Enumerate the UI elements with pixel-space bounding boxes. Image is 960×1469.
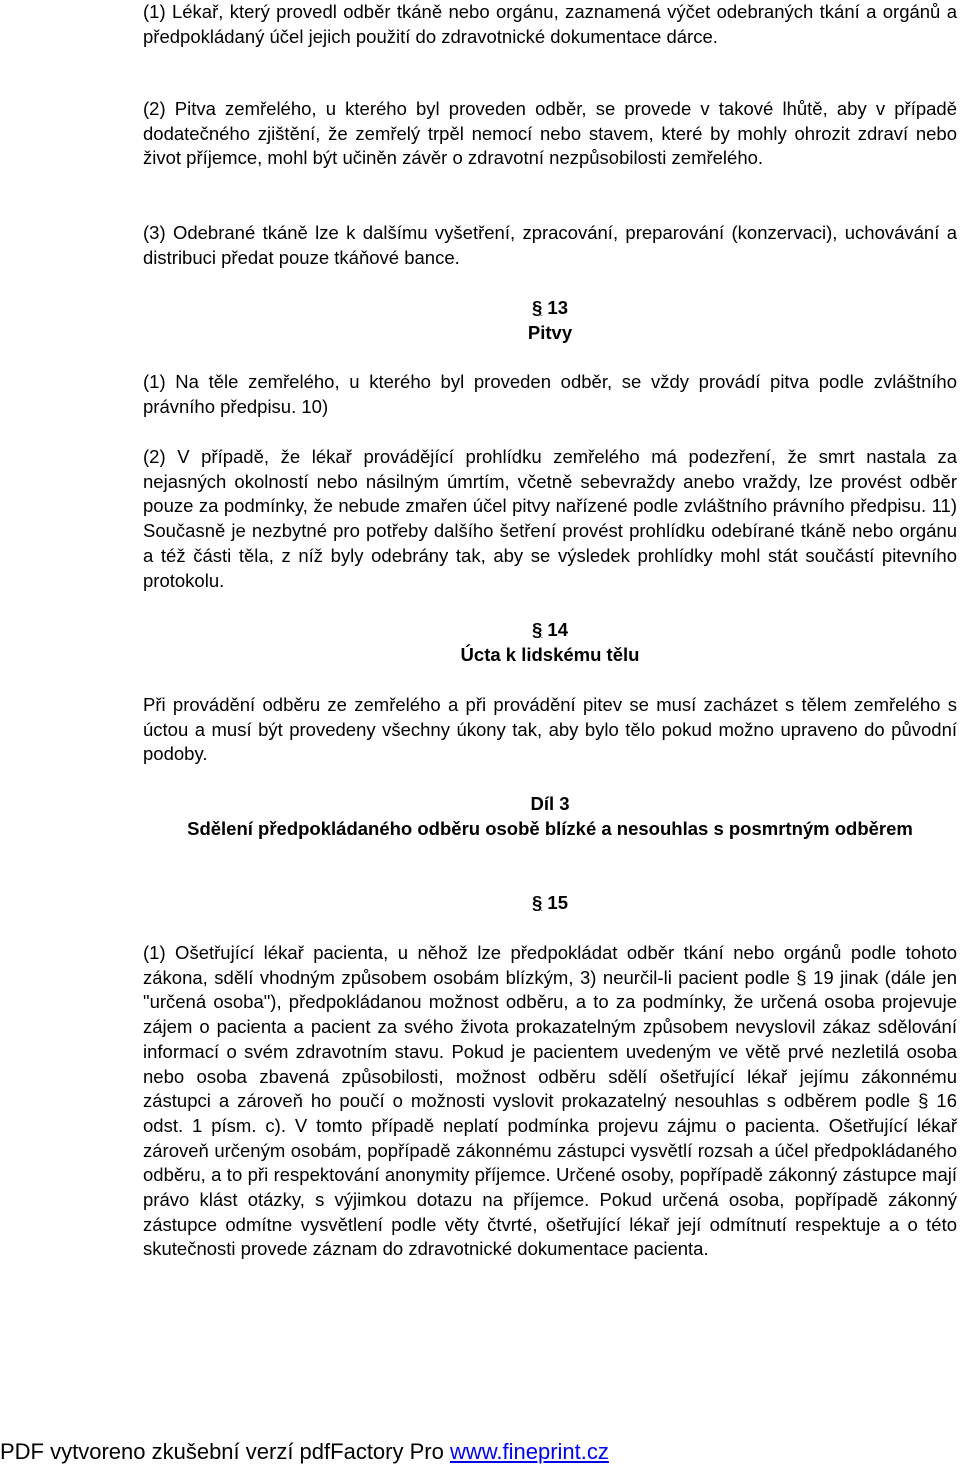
paragraph-15-1: (1) Ošetřující lékař pacienta, u něhož lze předpokládat odběr tkání nebo orgánů podle tohoto zákona, sdělí vhodným způsobem osobám blízkým, 3) neurčil-li pacient podle § 19 jinak (dále jen "určená osoba"), předpokládanou možnost odběru, a to za podmínky, že určená osoba projevuje zájem o pacienta a pacient za svého života prokazatelným způsobem nevyslovil zákaz sdělování informací o svém zdravotním stavu. Pokud je pacientem uvedeným ve větě prvé nezletilá osoba nebo osoba zbavená způsobilosti, možnost odběru sdělí ošetřující lékař jejímu zákonnému zástupci a zároveň ho poučí o možnosti vyslovit prokazatelný nesouhlas s odběrem podle § 16 odst. 1 písm. c). V tomto případě neplatí podmínka projevu zájmu o pacienta. Ošetřující lékař zároveň určeným osobám, popřípadě zákonnému zástupci vysvětlí rozsah a účel předpokládaného odběru, a to při respektování anonymity příjemce. Určené osoby, popřípadě zákonný zástupce mají právo klást otázky, s výjimkou dotazu na příjemce. Pokud určená osoba, popřípadě zákonný zástupce odmítne vysvětlení podle věty čtvrté, ošetřující lékař její odmítnutí respektuje a o této skutečnosti provede záznam do zdravotnické dokumentace pacienta. [143, 942, 957, 1260]
section-number: 14 [547, 619, 568, 640]
section-14-heading [143, 618, 957, 643]
section-number: 13 [547, 297, 568, 318]
part-3-title: Sdělení předpokládaného odběru osobě blízké a nesouhlas s posmrtným odběrem [187, 818, 913, 839]
paragraph-12-1: (1) Lékař, který provedl odběr tkáně nebo orgánu, zaznamená výčet odebraných tkání a orgánů a předpokládaný účel jejich použití do zdravotnické dokumentace dárce. [143, 1, 957, 47]
section-mark: § [531, 297, 543, 318]
section-number: 15 [547, 892, 568, 913]
section-14-title: Úcta k lidskému tělu [460, 644, 640, 665]
paragraph-13-2: (2) V případě, že lékař provádějící prohlídku zemřelého má podezření, že smrt nastala za nejasných okolností nebo násilným úmrtím, včetně sebevraždy anebo vraždy, lze provést odběr pouze za podmínky, že nebude zmařen účel pitvy nařízené podle zvláštního právního předpisu. 11) Současně je nezbytné pro potřeby dalšího šetření provést prohlídku odebírané tkáně nebo orgánu a též části těla, z níž byly odebrány tak, aby se výsledek prohlídky mohl stát součástí pitevního protokolu. [143, 446, 957, 591]
section-mark: § [531, 619, 543, 640]
section-13-heading [143, 296, 957, 321]
paragraph-14: Při provádění odběru ze zemřelého a při provádění pitev se musí zacházet s tělem zemřelého s úctou a musí být provedeny všechny úkony tak, aby bylo tělo pokud možno upraveno do původní podoby. [143, 694, 957, 765]
footer-link[interactable]: www.fineprint.cz [449, 1439, 609, 1464]
paragraph-13-1: (1) Na těle zemřelého, u kterého byl proveden odběr, se vždy provádí pitva podle zvláštního právního předpisu. 10) [143, 371, 957, 417]
section-13-title: Pitvy [527, 322, 573, 343]
paragraph-12-3: (3) Odebrané tkáně lze k dalšímu vyšetření, zpracování, preparování (konzervaci), uchovávání a distribuci předat pouze tkáňové bance. [143, 222, 957, 268]
section-15-heading [143, 891, 957, 916]
part-3-label: Díl 3 [530, 793, 570, 814]
paragraph-12-2: (2) Pitva zemřelého, u kterého byl proveden odběr, se provede v takové lhůtě, aby v případě dodatečného zjištění, že zemřelý trpěl nemocí nebo stavem, které by mohly ohrozit zdraví nebo život příjemce, mohl být učiněn závěr o zdravotní nezpůsobilosti zemřelého. [143, 98, 957, 169]
section-mark: § [531, 892, 543, 913]
footer-text: PDF vytvoreno zkušební verzí pdfFactory Pro [0, 1439, 450, 1464]
pdf-footer [0, 1438, 609, 1466]
